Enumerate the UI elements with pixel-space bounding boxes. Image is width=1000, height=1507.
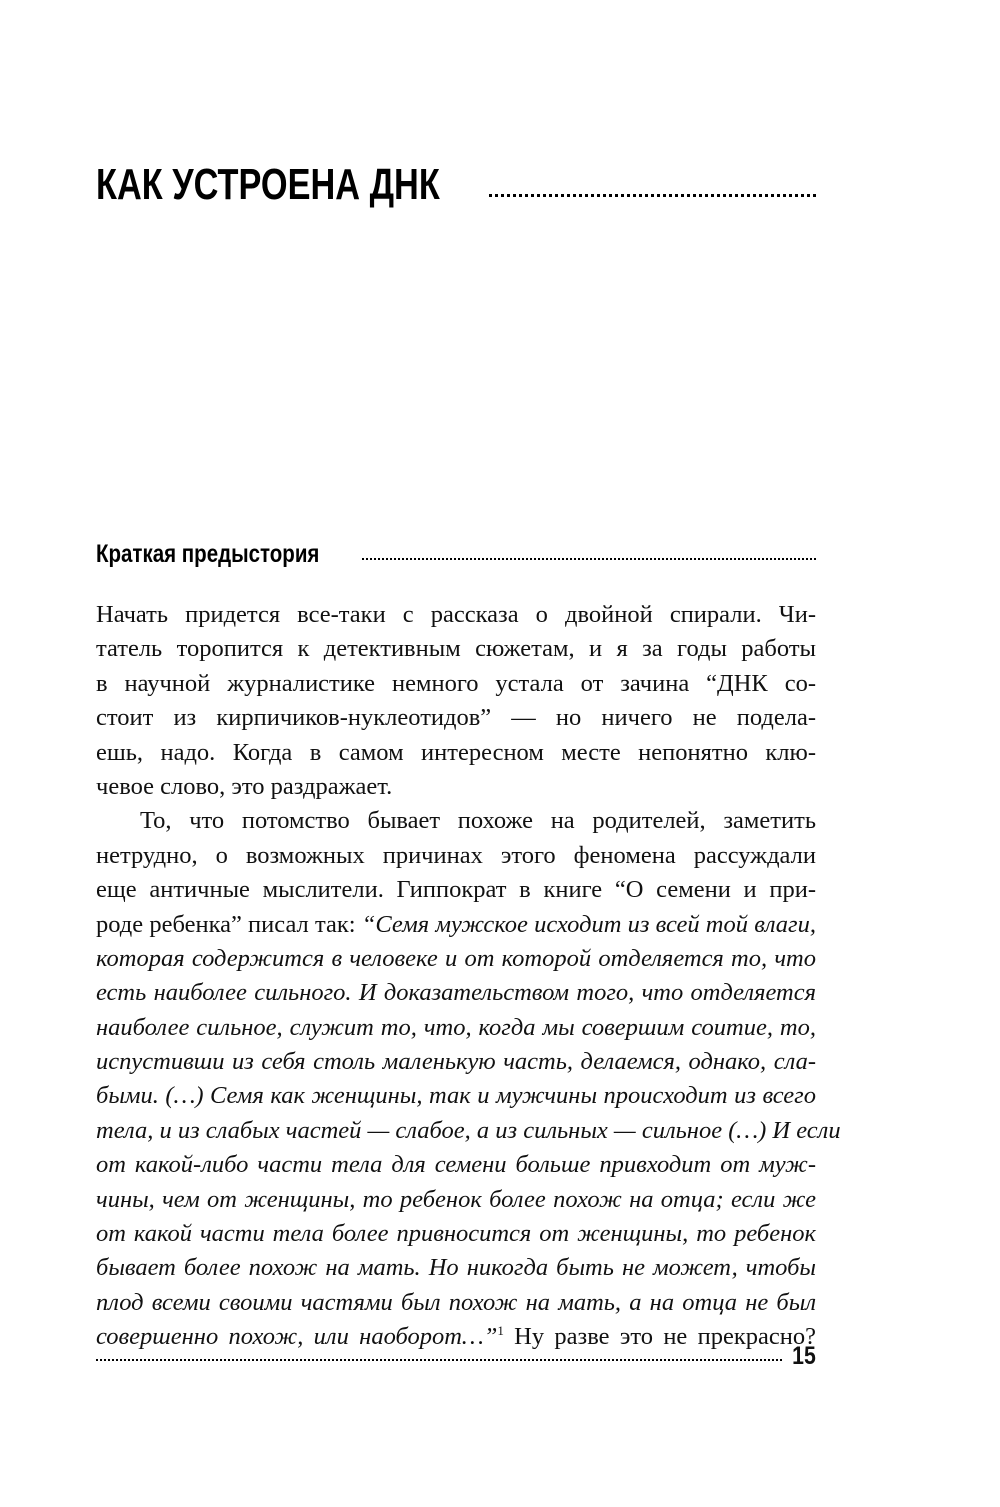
text-line: еще античные мыслители. Гиппократ в книге “О семени и при- <box>96 876 816 904</box>
quote-line: есть наиболее сильного. И доказательством того, что отделяется <box>96 979 816 1007</box>
text-line: ешь, надо. Когда в самом интересном месте непонятно клю- <box>96 738 816 766</box>
quote-line: наиболее сильное, служит то, что, когда мы совершим соитие, то, <box>96 1013 816 1041</box>
quote-line: испустивши из себя столь маленькую часть, делаемся, однако, сла- <box>96 1048 816 1076</box>
quote-line: от какой части тела более привносится от женщины, то ребенок <box>96 1220 816 1248</box>
page-footer <box>96 1342 816 1371</box>
text-line: нетрудно, о возможных причинах этого феномена рассуждали <box>96 841 816 869</box>
body-text <box>96 598 841 1355</box>
text-line: в научной журналистике немного устала от зачина “ДНК со- <box>96 669 816 697</box>
quote-italic: “Семя мужское исходит из всей той влаги, <box>361 910 816 938</box>
chapter-title: КАК УСТРОЕНА ДНК <box>96 160 440 209</box>
page-number: 15 <box>792 1342 816 1370</box>
text-line: Начать придется все-таки с рассказа о двойной спирали. Чи- <box>96 601 816 628</box>
dotted-leader <box>489 194 816 197</box>
quote-line: чины, чем от женщины, то ребенок более похож на отца; если же <box>96 1185 816 1213</box>
text-line: чевое слово, это раздражает. <box>96 772 393 800</box>
quote-line: бывает более похож на мать. Но никогда быть не может, чтобы <box>96 1254 816 1282</box>
quote-line: плод всеми своими частями был похож на мать, а на отца не был <box>96 1288 816 1316</box>
text-line: То, что потомство бывает похоже на родителей, заметить <box>140 807 816 835</box>
quote-italic: совершенно похож, или наоборот…” <box>96 1323 498 1351</box>
quote-line: которая содержится в человеке и от которой отделяется то, что <box>96 944 816 972</box>
text-line: стоит из кирпичиков-нуклеотидов” — но ничего не подела- <box>96 704 816 732</box>
quote-line: тела, и из слабых частей — слабое, а из сильных — сильное (…) И если <box>96 1116 841 1144</box>
footnote-reference[interactable]: 1 <box>497 1323 504 1339</box>
quote-line: быми. (…) Семя как женщины, так и мужчины происходит из всего <box>96 1082 816 1110</box>
section-heading <box>96 540 816 569</box>
chapter-heading <box>96 160 816 210</box>
section-title: Краткая предыстория <box>96 540 320 568</box>
dotted-leader <box>362 558 816 560</box>
text-line <box>96 908 816 942</box>
text-regular: Ну разве это не прекрасно? <box>503 1323 816 1351</box>
text-regular: роде ребенка” писал так: <box>96 910 362 938</box>
dotted-leader <box>96 1359 782 1361</box>
quote-line: от какой-либо части тела для семени больше привходит от муж- <box>96 1151 816 1179</box>
text-line: татель торопится к детективным сюжетам, и я за годы работы <box>96 635 816 663</box>
